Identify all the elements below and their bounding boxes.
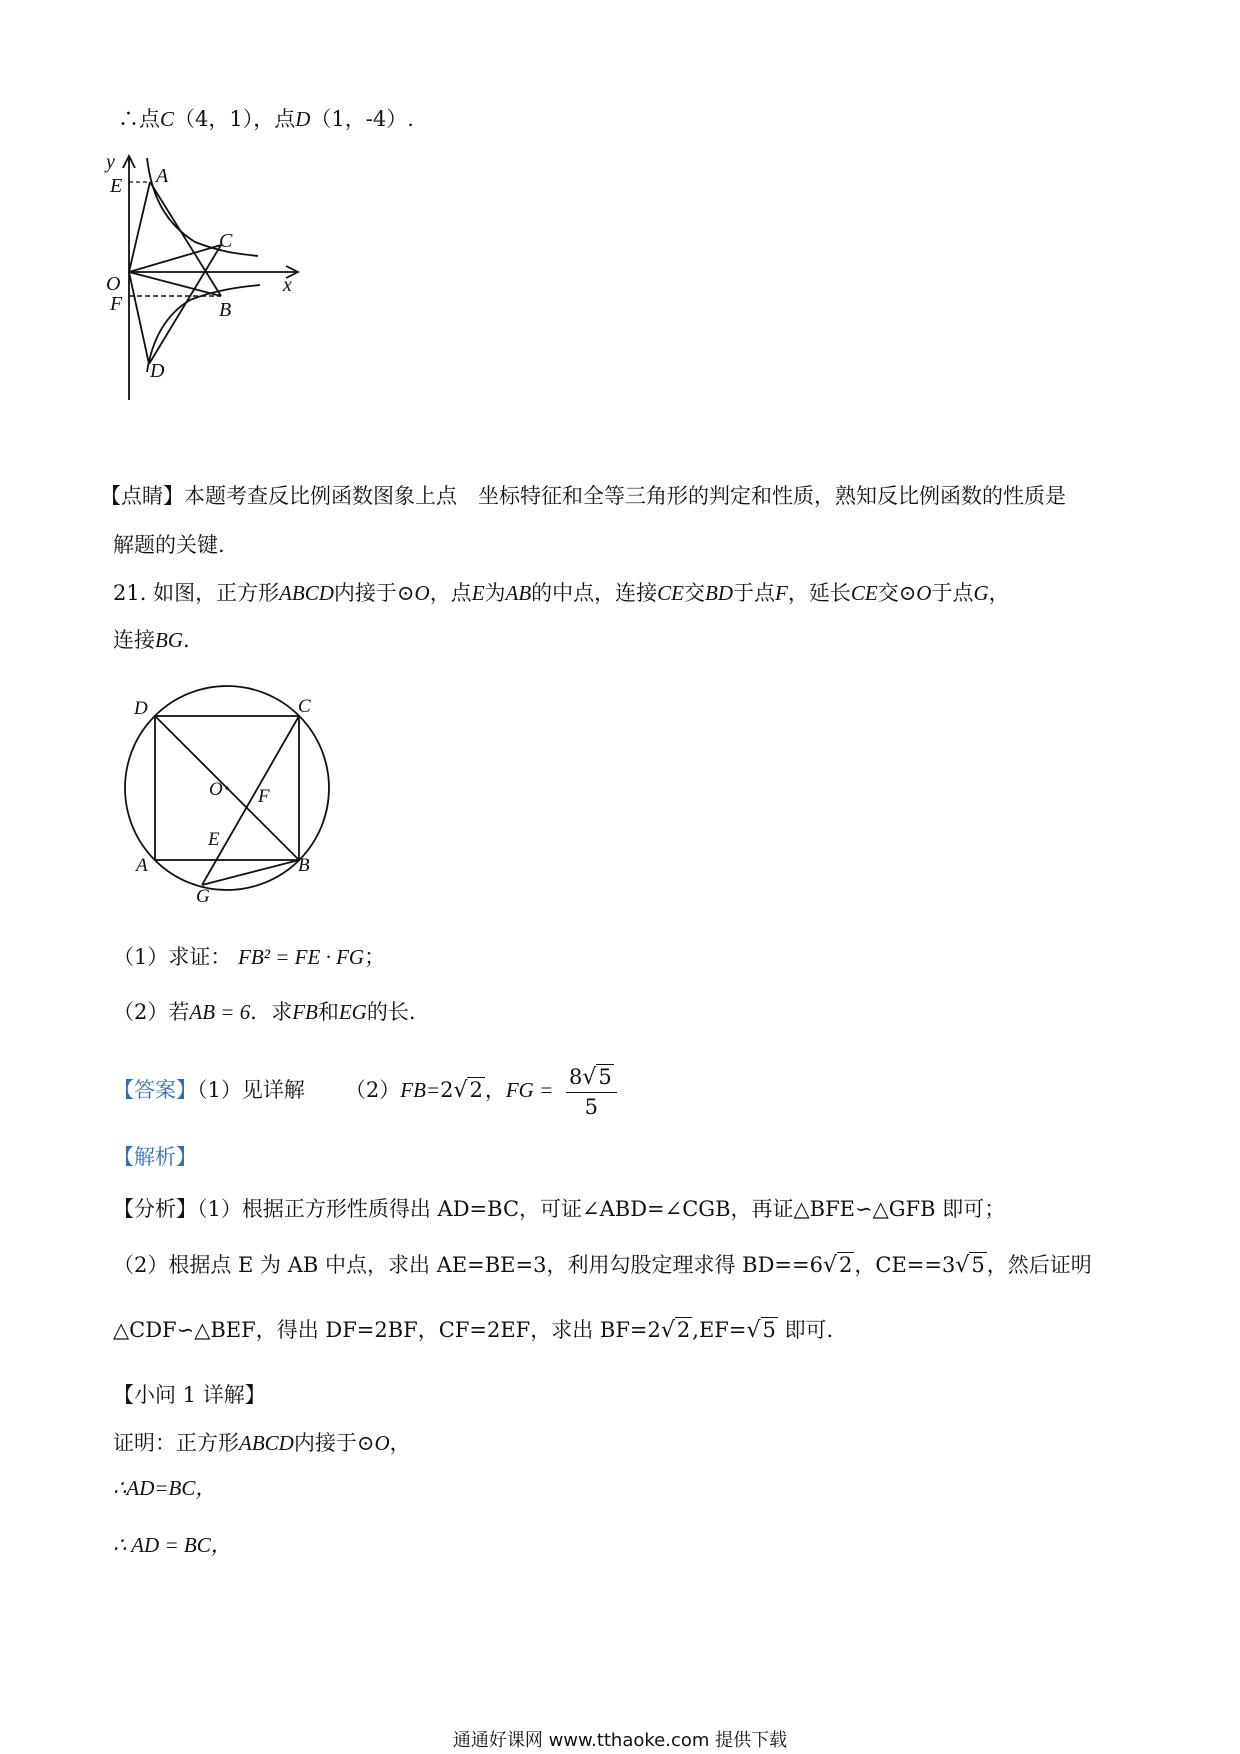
label-f: F [258,786,270,807]
segment-oa [129,182,150,272]
proof-line2 [113,1473,216,1503]
text: ，延长 [787,581,851,605]
sqrt: √5 [955,1253,985,1278]
text: （1，-4）. [310,107,414,131]
jiexi-line [113,1142,197,1172]
label-d: D [134,698,148,719]
sqrt: √2 [453,1078,483,1103]
label-f: F [110,293,123,315]
part2-line [113,997,416,1027]
text: 内接于 [293,1431,357,1455]
label-o: O [209,779,223,800]
math: FG = [505,1078,554,1102]
label-g: G [196,886,210,905]
text: （4，1），点 [174,107,296,131]
part1-line [113,942,385,972]
sqrt: √2 [822,1253,853,1278]
hyperbola-lower [147,285,260,372]
text: （1）见详解 [197,1078,305,1102]
text: （1）根据正方形性质得出 AD=BC，可证∠ABD=∠CGB，再证△BFE∽△GFB 即可； [197,1197,1006,1221]
text: ∴点 [118,107,160,131]
math: O [414,581,430,605]
text: ； [364,945,386,969]
math: BG [155,628,183,652]
segment-ab [150,182,221,296]
label-e: E [110,175,123,197]
text: 为 [484,581,506,605]
math: 2 [440,1078,454,1102]
fenxi-line1 [113,1194,1005,1224]
dianjing-text: 解题的关键. [113,533,225,557]
text: 的中点，连接 [531,581,658,605]
math: BD [705,581,734,605]
label-x: x [283,274,292,296]
text: ， [389,1431,411,1455]
math: CE [657,581,685,605]
text: ，点 [429,581,472,605]
circle-symbol: ⊙ [396,581,415,605]
math: ABCD [279,581,334,605]
point-d-label: D [295,107,311,131]
math: CE [850,581,878,605]
text: ， [484,1078,506,1102]
conclusion-line [118,104,414,134]
text: 于点 [931,581,974,605]
dianjing-line1 [100,481,1066,511]
dianjing-text: 本题考查反比例函数图象上点 坐标特征和全等三角形的判定和性质，熟知反比例函数的性质是 [184,484,1066,508]
proof-line1 [113,1428,411,1458]
math: AB = 6 [189,1000,251,1024]
math: EG [338,1000,367,1024]
page-footer: 通通好课网 www.tthaoke.com 提供下载 [452,1730,788,1751]
segment-od [129,272,149,364]
sqrt: √2 [660,1318,691,1343]
text: （2）若 [113,1000,190,1024]
math: E [471,581,485,605]
label-a: A [156,165,169,187]
math: F [775,581,788,605]
proof-line3 [113,1530,232,1560]
text: （1）求证： [113,945,232,969]
text: 连接 [113,628,155,652]
text: 即可. [784,1318,834,1342]
text: （2）根据点 E 为 AB 中点，求出 AE=BE=3，利用勾股定理求得 BD== [113,1253,810,1277]
text: 于点 [733,581,776,605]
text: 和 [317,1000,339,1024]
answer-line [113,1060,617,1121]
text: ，然后证明 [986,1253,1092,1277]
label-c: C [298,696,311,717]
circle-symbol: ⊙ [356,1431,375,1455]
label-a: A [136,855,148,876]
text: 交 [877,581,899,605]
text: 证明：正方形 [113,1431,239,1455]
label-y: y [106,151,115,173]
math: G [973,581,989,605]
question-21-line2 [113,625,190,655]
text: ,EF= [692,1318,747,1342]
text: 内接于 [333,581,397,605]
point-c-label: C [160,107,175,131]
text: ∴ AD = BC， [113,1533,232,1557]
label-b: B [219,299,232,321]
math: AB [505,581,532,605]
math: ABCD [239,1431,294,1455]
center-dot [225,786,228,789]
jiexi-tag: 【解析】 [113,1145,197,1169]
text: ．求 [250,1000,293,1024]
math: 6 [809,1253,823,1277]
text: ， [988,581,1010,605]
math-formula: FB² = FE · FG [238,945,365,969]
label-d: D [150,360,165,382]
fraction: $\frac{8√5}{5}$ [566,1063,617,1121]
figure-square-circle [120,680,350,905]
math: O [374,1431,390,1455]
answer-tag: 【答案】 [113,1078,197,1102]
xiaowen-tag: 【小问 1 详解】 [113,1383,266,1407]
math: O [916,581,932,605]
sqrt: √5 [746,1318,776,1343]
dianjing-line2 [113,530,225,560]
text: 21. 如图，正方形 [113,581,280,605]
math: 2 [647,1318,661,1342]
fenxi-tag: 【分析】 [113,1197,197,1221]
math: 3 [941,1253,956,1277]
label-e: E [208,829,220,850]
text: 交 [684,581,706,605]
fenxi-line2 [113,1250,1092,1281]
question-21-line1 [113,578,1010,608]
xiaowen-line [113,1380,266,1410]
text: ，CE== [854,1253,942,1277]
dianjing-tag: 【点睛】 [100,484,184,508]
label-b: B [298,855,310,876]
label-o: O [106,273,121,295]
figure-inverse-proportion [100,150,320,410]
text: （2） [344,1078,401,1102]
segment-ob [129,272,221,296]
label-c: C [219,230,233,252]
text: 的长. [366,1000,416,1024]
text: . [183,628,190,652]
circle-symbol: ⊙ [898,581,917,605]
math: FB [292,1000,318,1024]
text: ∴AD=BC， [113,1476,217,1500]
math: FB= [400,1078,441,1102]
fenxi-line3 [113,1315,833,1346]
text: △CDF∽△BEF，得出 DF=2BF，CF=2EF，求出 BF= [113,1318,648,1342]
